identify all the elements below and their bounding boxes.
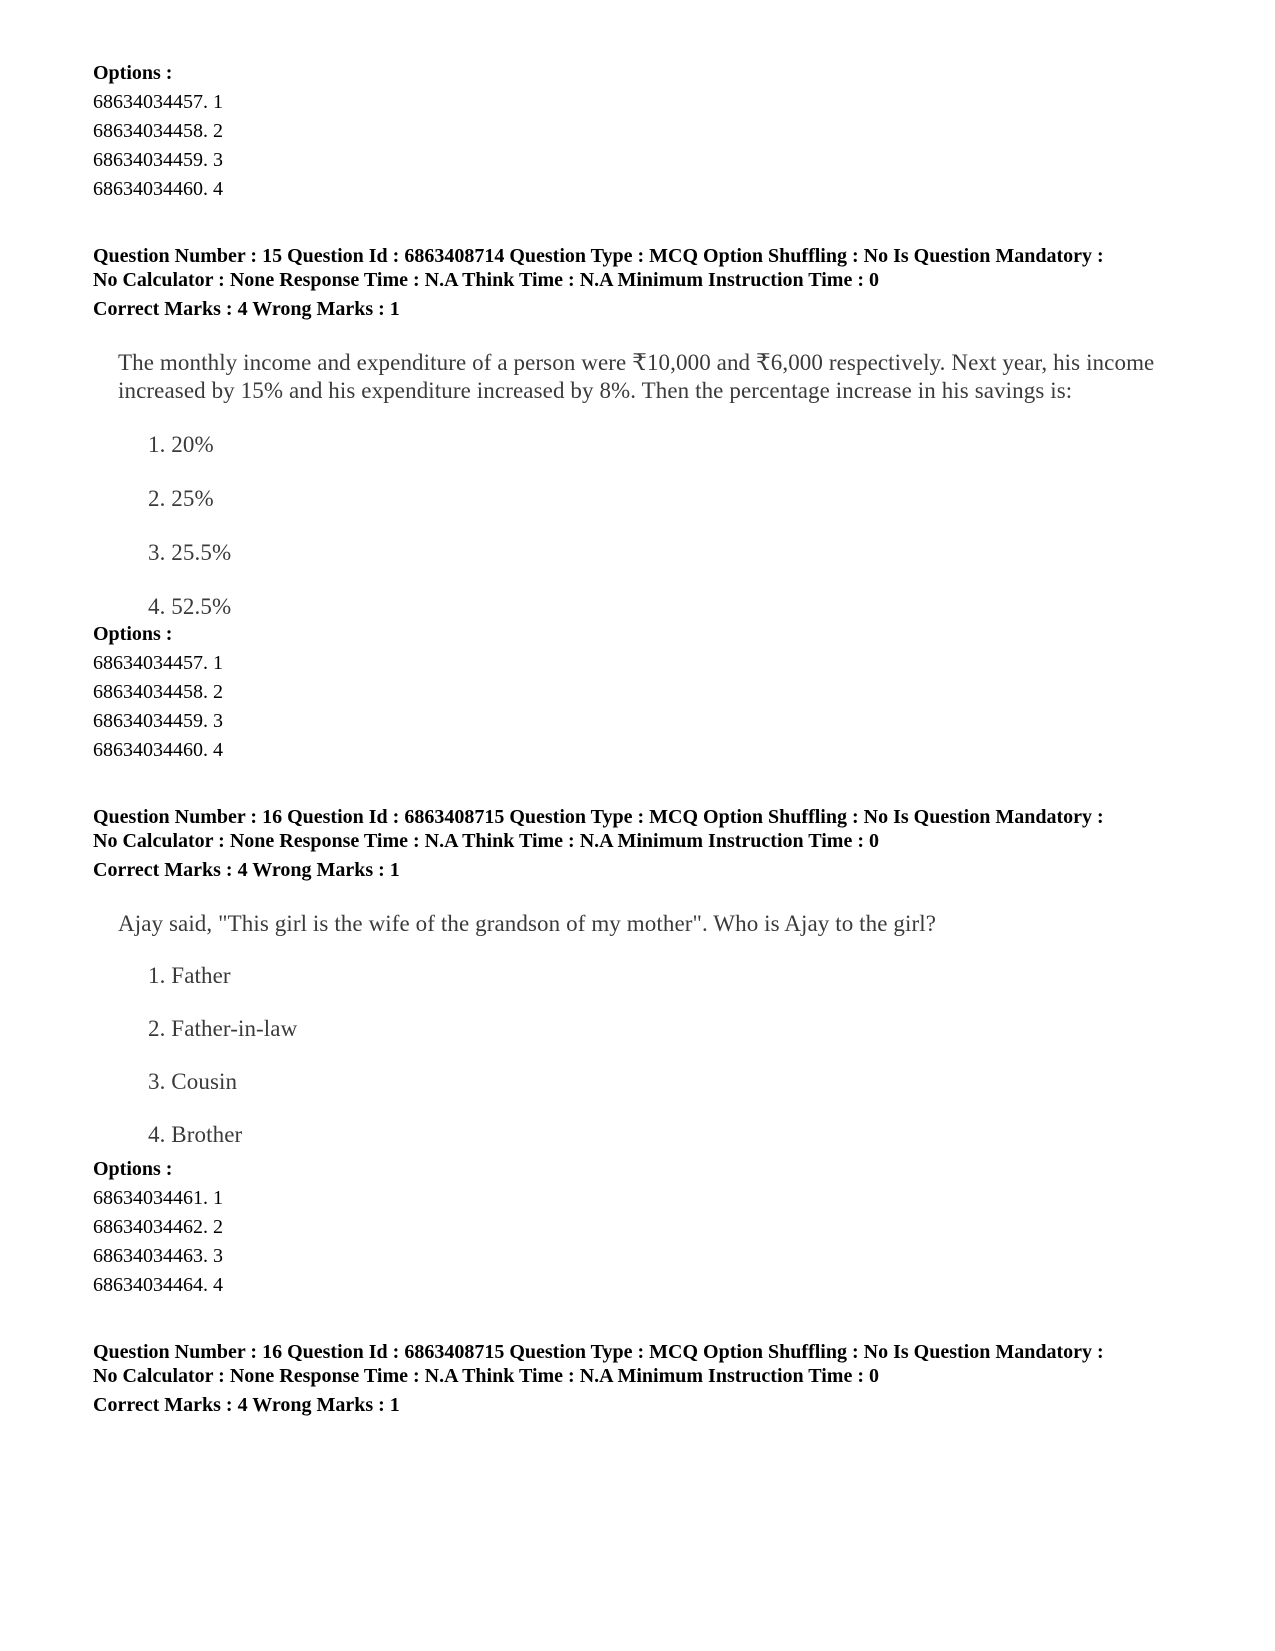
option-item: 68634034458. 2: [93, 120, 223, 142]
q15-meta-line1: Question Number : 15 Question Id : 6863408714 Question Type : MCQ Option Shuffling : No Is Question Mandatory :: [93, 245, 1104, 267]
option-item: 68634034460. 4: [93, 178, 223, 200]
q15-meta: [93, 244, 1215, 321]
option-item: 68634034457. 1: [93, 91, 223, 113]
q16b-marks: Correct Marks : 4 Wrong Marks : 1: [93, 1394, 400, 1416]
q16-marks: Correct Marks : 4 Wrong Marks : 1: [93, 859, 400, 881]
q15-marks: Correct Marks : 4 Wrong Marks : 1: [93, 298, 400, 320]
options-label: Options :: [93, 623, 173, 645]
q15-choice: 2. 25%: [148, 486, 214, 511]
q16-choice: 2. Father-in-law: [148, 1016, 298, 1041]
top-options-block: [93, 59, 1215, 204]
q15-stem-line2: increased by 15% and his expenditure increased by 8%. Then the percentage increase in his savings is:: [118, 378, 1073, 403]
q16b-meta: [93, 1340, 1215, 1417]
q15-choice: 4. 52.5%: [148, 594, 232, 619]
option-item: 68634034464. 4: [93, 1274, 223, 1296]
options-label: Options :: [93, 1158, 173, 1180]
options-label: Options :: [93, 62, 173, 84]
q15-choice: 1. 20%: [148, 432, 214, 457]
q16b-meta-line1: Question Number : 16 Question Id : 6863408715 Question Type : MCQ Option Shuffling : No Is Question Mandatory :: [93, 1341, 1104, 1363]
q16-meta: [93, 805, 1215, 882]
q15-question-body: [118, 349, 1228, 621]
option-item: 68634034460. 4: [93, 739, 223, 761]
q15-stem-line1: The monthly income and expenditure of a person were ₹10,000 and ₹6,000 respectively. Next year, his income: [118, 350, 1155, 375]
q16b-meta-line2: No Calculator : None Response Time : N.A Think Time : N.A Minimum Instruction Time : 0: [93, 1365, 879, 1387]
q16-question-body: [118, 910, 1228, 1149]
q16-stem-line1: Ajay said, "This girl is the wife of the grandson of my mother". Who is Ajay to the girl?: [118, 911, 937, 936]
q16-choice: 3. Cousin: [148, 1069, 238, 1094]
option-item: 68634034459. 3: [93, 149, 223, 171]
option-item: 68634034458. 2: [93, 681, 223, 703]
q15-choice: 3. 25.5%: [148, 540, 232, 565]
option-item: 68634034463. 3: [93, 1245, 223, 1267]
q15-meta-line2: No Calculator : None Response Time : N.A Think Time : N.A Minimum Instruction Time : 0: [93, 269, 879, 291]
q16-options-block: [93, 1155, 1215, 1300]
q16-choice: 4. Brother: [148, 1122, 243, 1147]
option-item: 68634034461. 1: [93, 1187, 223, 1209]
q16-meta-line2: No Calculator : None Response Time : N.A Think Time : N.A Minimum Instruction Time : 0: [93, 830, 879, 852]
q16-choice: 1. Father: [148, 963, 231, 988]
option-item: 68634034457. 1: [93, 652, 223, 674]
q15-options-block: [93, 620, 1215, 765]
option-item: 68634034459. 3: [93, 710, 223, 732]
q16-meta-line1: Question Number : 16 Question Id : 6863408715 Question Type : MCQ Option Shuffling : No Is Question Mandatory :: [93, 806, 1104, 828]
option-item: 68634034462. 2: [93, 1216, 223, 1238]
